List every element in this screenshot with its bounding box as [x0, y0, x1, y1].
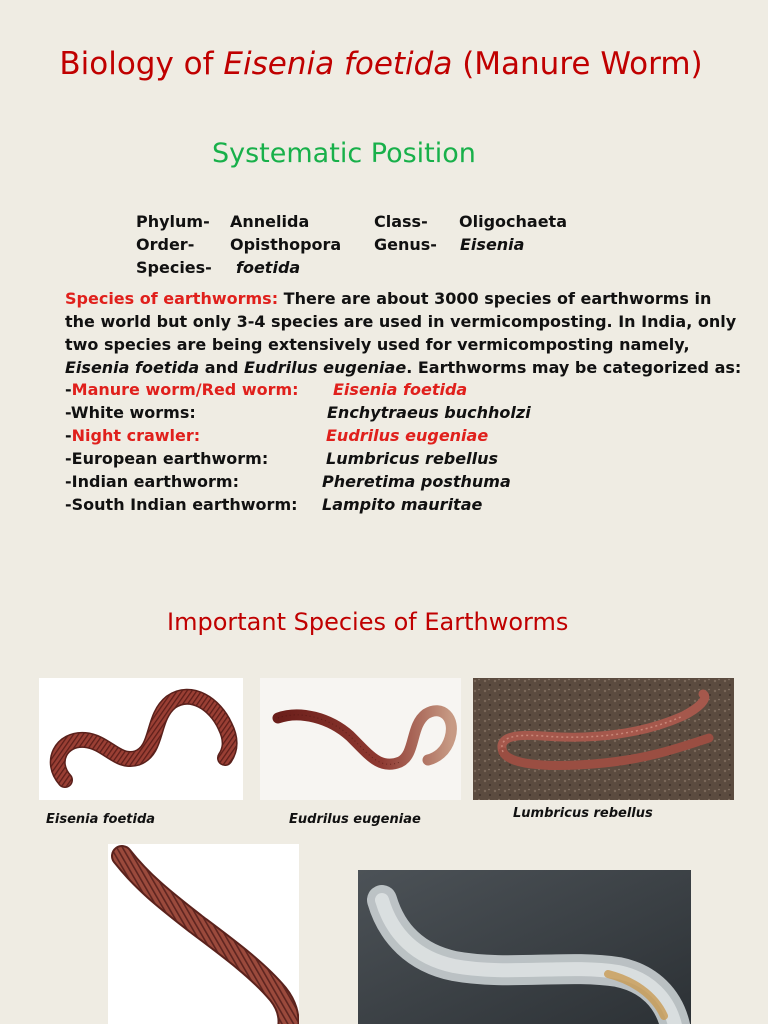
- category-dash: -: [65, 449, 72, 468]
- category-name: South Indian earthworm:: [71, 495, 298, 514]
- phylum-value: Annelida: [230, 212, 310, 231]
- title-species: Eisenia foetida: [223, 46, 453, 82]
- category-dash: -: [65, 426, 72, 445]
- intro-paragraph: [65, 287, 745, 379]
- category-dash: -: [65, 495, 72, 514]
- category-name: Indian earthworm:: [71, 472, 239, 491]
- lumbricus-rebellus-photo: [473, 678, 734, 800]
- category-name: Night crawler:: [71, 426, 201, 445]
- category-species: Enchytraeus buchholzi: [327, 403, 531, 422]
- photo-caption-1: Eisenia foetida: [46, 812, 156, 827]
- order-value: Opisthopora: [230, 235, 342, 254]
- important-species-heading: Important Species of Earthworms: [167, 608, 569, 636]
- intro-species-2: Eudrilus eugeniae: [244, 358, 407, 377]
- eudrilus-eugeniae-photo: [260, 678, 461, 800]
- photo-caption-3: Lumbricus rebellus: [513, 806, 653, 821]
- intro-text-2: . Earthworms may be categorized as:: [406, 358, 742, 377]
- intro-and: and: [199, 358, 244, 377]
- title-suffix: (Manure Worm): [452, 46, 703, 82]
- page-title: [0, 46, 762, 82]
- species-value: foetida: [236, 258, 301, 277]
- category-row: [65, 495, 298, 514]
- category-dash: -: [65, 380, 72, 399]
- category-species: Pheretima posthuma: [322, 472, 511, 491]
- intro-species-1: Eisenia foetida: [65, 358, 200, 377]
- species-label: Species-: [136, 258, 212, 277]
- category-species: Lumbricus rebellus: [326, 449, 498, 468]
- class-value: Oligochaeta: [459, 212, 567, 231]
- red-worm-photo: [108, 844, 299, 1024]
- category-name: European earthworm:: [71, 449, 269, 468]
- category-row: [65, 380, 299, 399]
- category-name: White worms:: [70, 403, 196, 422]
- intro-text-1: There are about 3000 species of earthworms in the world but only 3-4 species are used in vermicomposting. In India, only two species are being extensively used for vermicomposting namely,: [65, 289, 737, 354]
- category-dash: -: [65, 472, 72, 491]
- category-row: [65, 426, 200, 445]
- title-prefix: Biology of: [59, 46, 224, 82]
- category-species: Eudrilus eugeniae: [326, 426, 489, 445]
- category-dash: -: [65, 403, 71, 422]
- order-label: Order-: [136, 235, 195, 254]
- eisenia-foetida-photo: [39, 678, 243, 800]
- genus-value: Eisenia: [460, 235, 525, 254]
- white-worm-photo: [358, 870, 691, 1024]
- category-species: Lampito mauritae: [322, 495, 483, 514]
- intro-lead: Species of earthworms:: [65, 289, 279, 308]
- category-name: Manure worm/Red worm:: [71, 380, 299, 399]
- category-row: [65, 449, 268, 468]
- category-row: [65, 472, 239, 491]
- category-row: [65, 403, 196, 422]
- class-label: Class-: [374, 212, 428, 231]
- photo-caption-2: Eudrilus eugeniae: [289, 812, 421, 827]
- phylum-label: Phylum-: [136, 212, 210, 231]
- category-species: Eisenia foetida: [333, 380, 468, 399]
- systematic-position-heading: Systematic Position: [212, 138, 476, 169]
- genus-label: Genus-: [374, 235, 437, 254]
